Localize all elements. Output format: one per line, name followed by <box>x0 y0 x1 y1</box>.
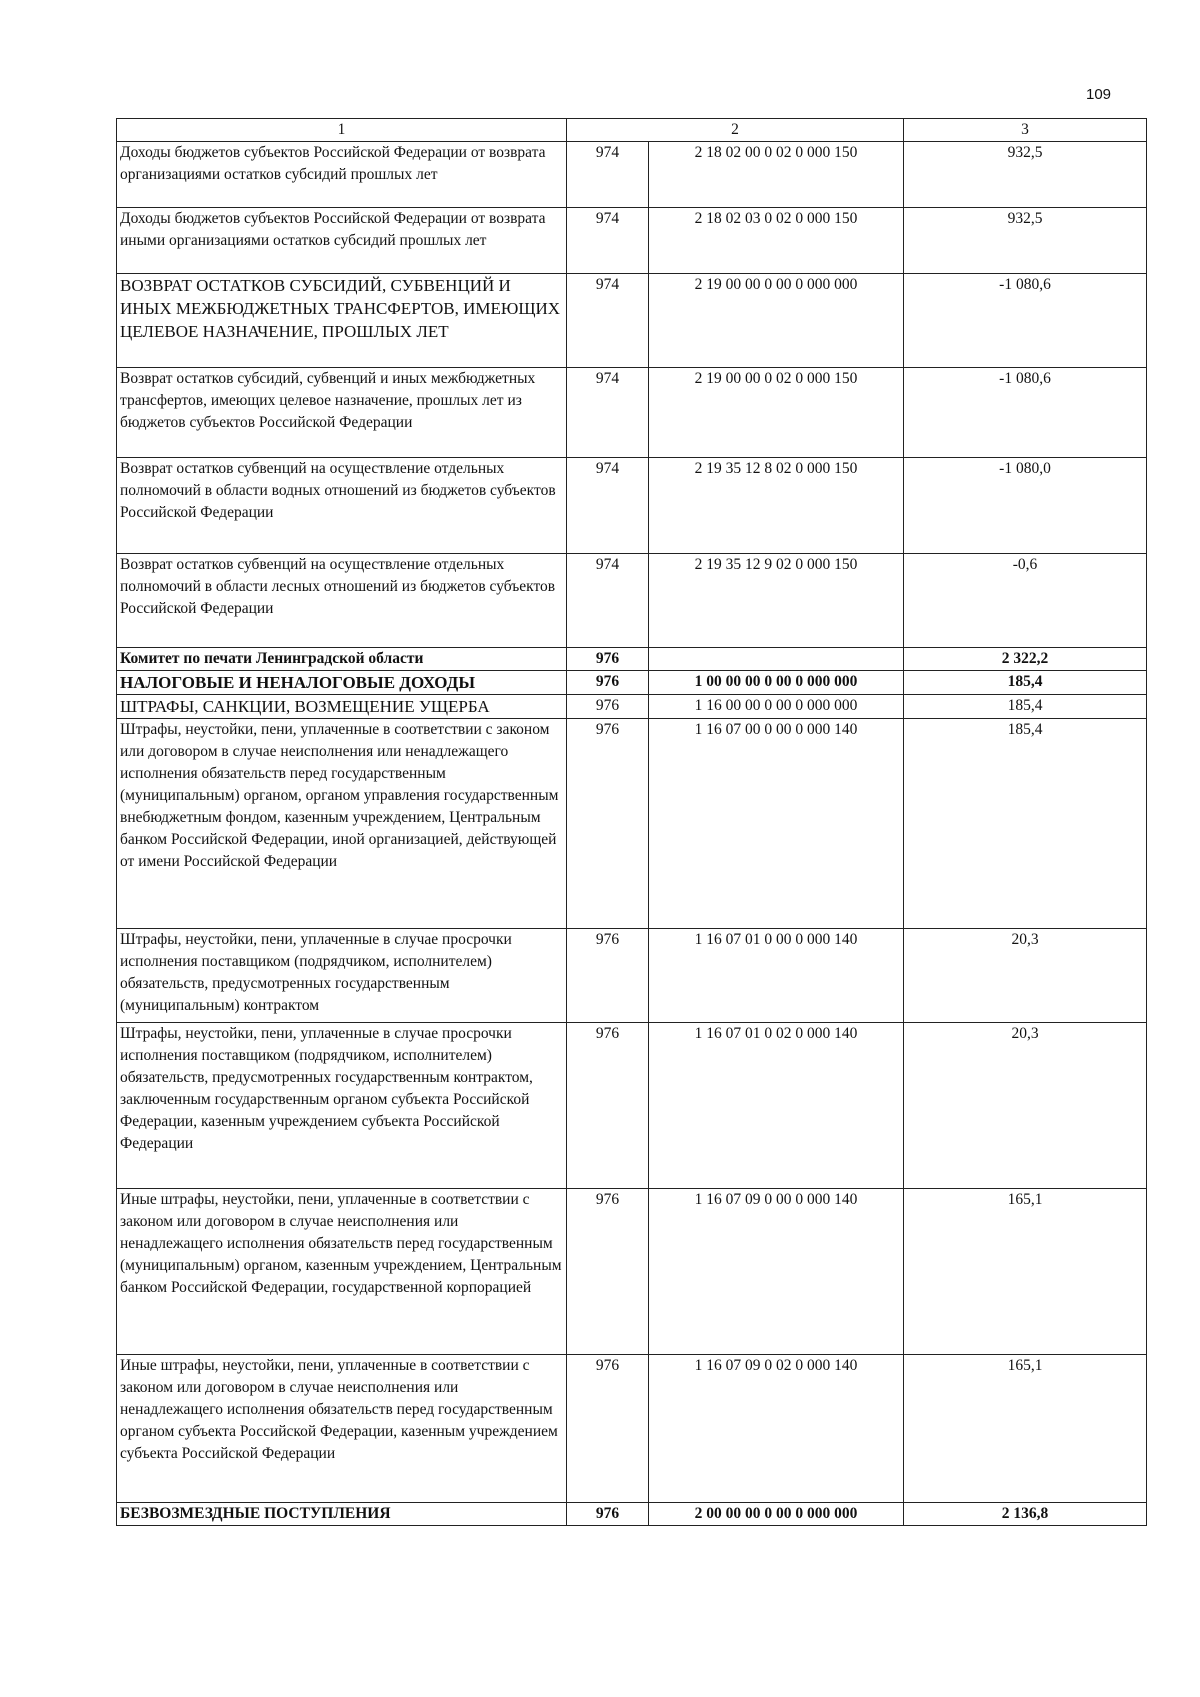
page-number: 109 <box>1086 86 1112 103</box>
row-admin-code: 974 <box>567 458 649 554</box>
row-name: ВОЗВРАТ ОСТАТКОВ СУБСИДИЙ, СУБВЕНЦИЙ И ИНЫХ МЕЖБЮДЖЕТНЫХ ТРАНСФЕРТОВ, ИМЕЮЩИХ ЦЕЛЕВОЕ НАЗНАЧЕНИЕ, ПРОШЛЫХ ЛЕТ <box>117 274 567 368</box>
table-row <box>117 142 1147 208</box>
row-amount: 932,5 <box>904 208 1147 274</box>
row-classification-code: 2 18 02 03 0 02 0 000 150 <box>649 208 904 274</box>
row-amount: -1 080,6 <box>904 274 1147 368</box>
table-row <box>117 458 1147 554</box>
table-row <box>117 1503 1147 1526</box>
row-classification-code <box>649 648 904 671</box>
table-row <box>117 274 1147 368</box>
table-row <box>117 1023 1147 1189</box>
header-col-1: 1 <box>117 119 567 142</box>
row-name: Возврат остатков субвенций на осуществление отдельных полномочий в области водных отношений из бюджетов субъектов Российской Федерации <box>117 458 567 554</box>
row-amount: -0,6 <box>904 554 1147 648</box>
row-admin-code: 974 <box>567 274 649 368</box>
row-amount: 932,5 <box>904 142 1147 208</box>
table-row <box>117 671 1147 695</box>
row-name: Штрафы, неустойки, пени, уплаченные в соответствии с законом или договором в случае неисполнения или ненадлежащего исполнения обязательств перед государственным (муниципальным) органом, органом управления государственным внебюджетным фондом, казенным учреждением, Центральным банком Российской Федерации, иной организацией, действующей от имени Российской Федерации <box>117 719 567 929</box>
row-classification-code: 1 16 07 01 0 00 0 000 140 <box>649 929 904 1023</box>
row-amount: -1 080,6 <box>904 368 1147 458</box>
row-name: Доходы бюджетов субъектов Российской Федерации от возврата организациями остатков субсидий прошлых лет <box>117 142 567 208</box>
row-name: Возврат остатков субсидий, субвенций и иных межбюджетных трансфертов, имеющих целевое назначение, прошлых лет из бюджетов субъектов Российской Федерации <box>117 368 567 458</box>
row-name: Штрафы, неустойки, пени, уплаченные в случае просрочки исполнения поставщиком (подрядчиком, исполнителем) обязательств, предусмотренных государственным (муниципальным) контрактом <box>117 929 567 1023</box>
header-col-2: 2 <box>567 119 904 142</box>
row-amount: 185,4 <box>904 719 1147 929</box>
row-admin-code: 976 <box>567 648 649 671</box>
row-amount: 20,3 <box>904 1023 1147 1189</box>
row-name: Штрафы, неустойки, пени, уплаченные в случае просрочки исполнения поставщиком (подрядчиком, исполнителем) обязательств, предусмотренных государственным контрактом, заключенным государственным органом субъекта Российской Федерации, казенным учреждением субъекта Российской Федерации <box>117 1023 567 1189</box>
row-name: Доходы бюджетов субъектов Российской Федерации от возврата иными организациями остатков субсидий прошлых лет <box>117 208 567 274</box>
row-name: Иные штрафы, неустойки, пени, уплаченные в соответствии с законом или договором в случае неисполнения или ненадлежащего исполнения обязательств перед государственным (муниципальным) органом, казенным учреждением, Центральным банком Российской Федерации, государственной корпорацией <box>117 1189 567 1355</box>
row-name: Возврат остатков субвенций на осуществление отдельных полномочий в области лесных отношений из бюджетов субъектов Российской Федерации <box>117 554 567 648</box>
row-amount: 165,1 <box>904 1355 1147 1503</box>
row-admin-code: 976 <box>567 1355 649 1503</box>
row-classification-code: 2 19 00 00 0 02 0 000 150 <box>649 368 904 458</box>
row-admin-code: 974 <box>567 142 649 208</box>
row-amount: 185,4 <box>904 695 1147 719</box>
row-admin-code: 974 <box>567 554 649 648</box>
row-amount: -1 080,0 <box>904 458 1147 554</box>
row-admin-code: 976 <box>567 695 649 719</box>
row-classification-code: 1 16 07 01 0 02 0 000 140 <box>649 1023 904 1189</box>
table-header-row <box>117 119 1147 142</box>
header-col-3: 3 <box>904 119 1147 142</box>
table-row <box>117 719 1147 929</box>
row-name: ШТРАФЫ, САНКЦИИ, ВОЗМЕЩЕНИЕ УЩЕРБА <box>117 695 567 719</box>
row-classification-code: 1 16 07 09 0 00 0 000 140 <box>649 1189 904 1355</box>
row-admin-code: 976 <box>567 671 649 695</box>
table-row <box>117 929 1147 1023</box>
table-row <box>117 554 1147 648</box>
row-name: Комитет по печати Ленинградской области <box>117 648 567 671</box>
row-admin-code: 974 <box>567 208 649 274</box>
row-classification-code: 2 19 35 12 9 02 0 000 150 <box>649 554 904 648</box>
row-amount: 20,3 <box>904 929 1147 1023</box>
row-amount: 165,1 <box>904 1189 1147 1355</box>
row-classification-code: 1 16 07 00 0 00 0 000 140 <box>649 719 904 929</box>
row-classification-code: 1 16 07 09 0 02 0 000 140 <box>649 1355 904 1503</box>
row-admin-code: 976 <box>567 1023 649 1189</box>
row-amount: 185,4 <box>904 671 1147 695</box>
row-admin-code: 976 <box>567 719 649 929</box>
row-amount: 2 322,2 <box>904 648 1147 671</box>
row-classification-code: 2 18 02 00 0 02 0 000 150 <box>649 142 904 208</box>
row-admin-code: 974 <box>567 368 649 458</box>
table-row <box>117 1355 1147 1503</box>
table-row <box>117 368 1147 458</box>
row-classification-code: 1 00 00 00 0 00 0 000 000 <box>649 671 904 695</box>
row-classification-code: 2 19 00 00 0 00 0 000 000 <box>649 274 904 368</box>
row-admin-code: 976 <box>567 929 649 1023</box>
row-name: Иные штрафы, неустойки, пени, уплаченные в соответствии с законом или договором в случае неисполнения или ненадлежащего исполнения обязательств перед государственным органом субъекта Российской Федерации, казенным учреждением субъекта Российской Федерации <box>117 1355 567 1503</box>
table-row <box>117 695 1147 719</box>
row-amount: 2 136,8 <box>904 1503 1147 1526</box>
table-row <box>117 1189 1147 1355</box>
table-row <box>117 208 1147 274</box>
row-name: БЕЗВОЗМЕЗДНЫЕ ПОСТУПЛЕНИЯ <box>117 1503 567 1526</box>
row-name: НАЛОГОВЫЕ И НЕНАЛОГОВЫЕ ДОХОДЫ <box>117 671 567 695</box>
budget-revenue-table <box>116 118 1147 1526</box>
row-classification-code: 2 00 00 00 0 00 0 000 000 <box>649 1503 904 1526</box>
table-row <box>117 648 1147 671</box>
row-classification-code: 2 19 35 12 8 02 0 000 150 <box>649 458 904 554</box>
row-admin-code: 976 <box>567 1189 649 1355</box>
row-classification-code: 1 16 00 00 0 00 0 000 000 <box>649 695 904 719</box>
row-admin-code: 976 <box>567 1503 649 1526</box>
